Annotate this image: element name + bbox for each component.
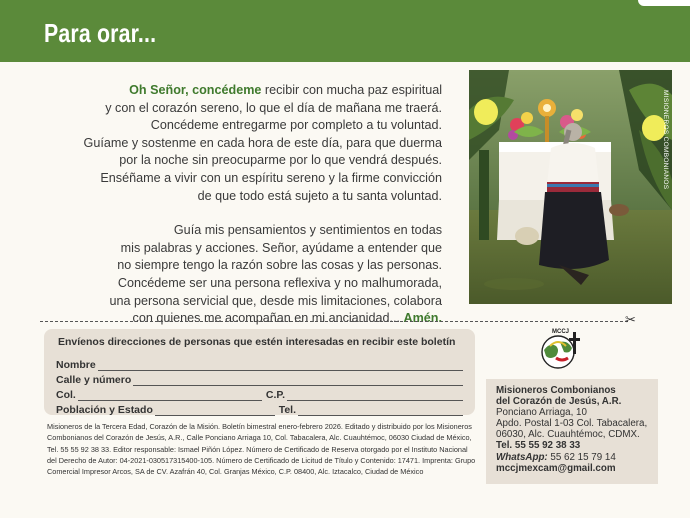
prayer-closing: Amén. [403,311,442,326]
address-po-box: Apdo. Postal 1-03 Col. Tabacalera, [496,418,648,430]
publication-info: Misioneros de la Tercera Edad, Corazón de la Misión. Boletín bimestral enero-febrero 2026. Editado y distribuido por los Misioneros Combonianos del Corazón de Jesús, A.R., Calle Ponciano Arriaga 10, Col. Tabacalera, Alc. Cuauhtémoc, 06030 Ciudad de México, Tel. 55 55 92 38 33. Editor responsable: Ismael Piñón López. Número de Certificado de Reserva otorgado por el Instituto Nacional del Derecho de Autor: 04-2021-030517315400-105. Número de Certificado de Licitud de Título y Contenido: 17471. Imprenta: Grupo Comercial Impresor Arcos, SA de CV. Azafrán 40, Col. Granjas México, C.P. 08400, Alc. Iztacalco, Ciudad de México [47,422,476,477]
form-row-name [56,358,463,371]
state-field[interactable] [155,406,275,416]
prayer-line: y con el corazón sereno, lo que el día de mañana me traerá. [105,100,442,115]
cp-label: C.P. [265,389,285,401]
prayer-line: Concédeme ser una persona reflexiva y no malhumorada, [117,275,442,290]
col-label: Col. [56,389,76,401]
street-label: Calle y número [56,374,132,386]
photo-woman-praying [469,70,672,304]
prayer-line: por la noche sin preocuparme por lo que vendrá después. [119,153,442,168]
prayer-paragraph-1 [22,82,442,205]
whatsapp-label: WhatsApp: [496,451,548,463]
form-row-state [56,403,463,416]
header-band [0,0,690,62]
form-row-col [56,388,463,401]
photo-credit: MISIONEROS COMBONIANOS [662,90,669,190]
cp-field[interactable] [287,391,463,401]
tel-field[interactable] [298,406,463,416]
form-heading: Envíenos direcciones de personas que estén interesadas en recibir este boletín [58,336,456,348]
mccj-logo [536,328,584,370]
prayer-line: con quienes me acompañan en mi ancianidad... [132,311,404,326]
prayer-paragraph-2 [22,222,442,328]
address-whatsapp [496,452,658,463]
logo-text: MCCJ [552,329,570,335]
state-label: Población y Estado [56,404,153,416]
prayer-line: Concédeme entregarme por completo a tu voluntad. [150,118,442,133]
prayer-line: Guía mis pensamientos y sentimientos en todas [173,223,442,238]
col-field[interactable] [78,391,262,401]
prayer-line: recibir con mucha paz espiritual [261,83,442,97]
prayer-line: Enséñame a vivir con un espíritu sereno y la firme convicción [100,170,442,185]
contact-address [486,379,658,484]
org-name-line1: Misioneros Combonianos [496,385,616,396]
prayer-text [22,82,442,328]
address-street: Ponciano Arriaga, 10 [496,407,587,419]
header-corner [638,0,690,6]
address-form [44,329,475,415]
prayer-line: de que todo está sujeto a tu santa voluntad. [197,188,442,203]
contact-email[interactable]: mccjmexcam@gmail.com [496,462,616,474]
address-tel: Tel. 55 55 92 38 33 [496,440,581,452]
tel-label: Tel. [278,404,296,416]
street-field[interactable] [133,376,463,386]
prayer-line: mis palabras y acciones. Señor, ayúdame a entender que [120,240,442,255]
form-row-street [56,373,463,386]
whatsapp-number: 55 62 15 79 14 [547,451,616,463]
name-field[interactable] [98,361,463,371]
page-title: Para orar... [44,18,157,48]
prayer-line: una persona servicial que, desde mis limitaciones, colabora [109,293,442,308]
scissors-icon: ✂ [625,312,636,327]
prayer-opening: Oh Señor, concédeme [129,83,262,97]
org-name-line2: del Corazón de Jesús, A.R. [496,396,622,408]
photo-illustration [469,70,672,304]
cut-line [40,321,628,322]
address-city: 06030, Alc. Cuauhtémoc, CDMX. [496,429,640,441]
name-label: Nombre [56,359,96,371]
prayer-line: Guíame y sostenme en cada hora de este día, para que duerma [83,135,442,150]
prayer-line: no siempre tengo la razón sobre las cosas y las personas. [117,258,442,273]
